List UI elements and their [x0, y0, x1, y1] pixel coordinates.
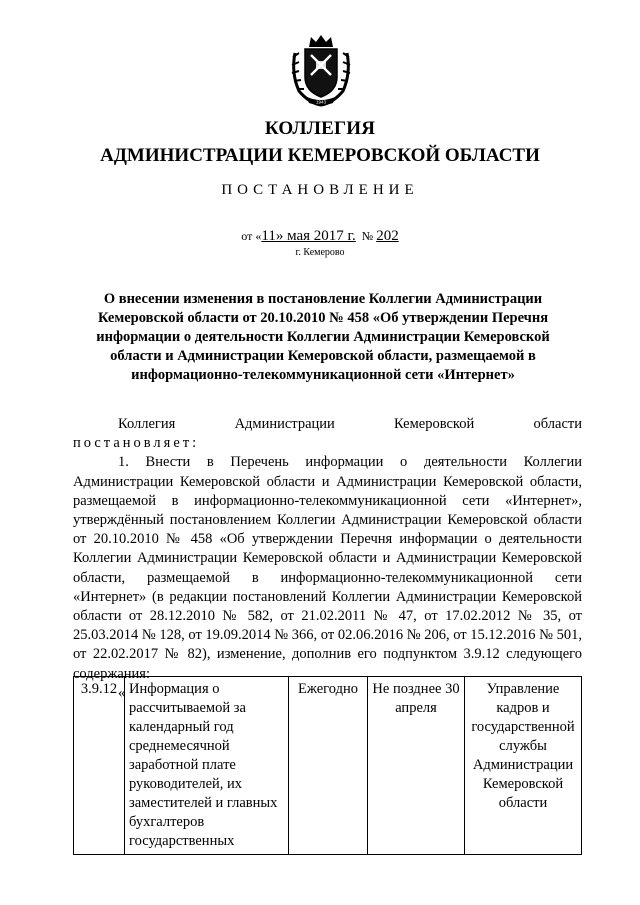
resolves-text: постановляет:	[73, 435, 200, 452]
cell-number: 3.9.12	[74, 677, 125, 855]
document-title	[88, 290, 558, 385]
date-day: 11	[261, 228, 276, 244]
title-line: О внесении изменения в постановление Коллегии Администрации	[103, 291, 543, 307]
intro-word: Кемеровской	[394, 416, 475, 432]
intro-word: Администрации	[234, 416, 335, 432]
paragraph-1: 1. Внести в Перечень информации о деятельности Коллегии Администрации Кемеровской области и Администрации Кемеровской области, размещаемой в информационно-телекоммуникационной сети «Интернет», утверждённый постановлением Коллегии Администрации Кемеровской области от 20.10.2010 № 458 «Об утверждении Перечня информации о деятельности Коллегии Администрации Кемеровской области и Администрации Кемеровской области, размещаемой в информационно-телекоммуникационной сети «Интернет» (в редакции постановлений Коллегии Администрации Кемеровской области от 28.12.2010 № 582, от 21.02.2011 № 47, от 17.02.2012 № 35, от 25.03.2014 № 128, от 19.09.2014 № 366, от 02.06.2016 № 206, от 15.12.2016 № 501, от 22.02.2017 № 82), изменение, дополнив его подпунктом 3.9.12 следующего содержания:	[73, 454, 582, 682]
date-month-year: » мая 2017 г.	[275, 228, 356, 244]
svg-text:1943: 1943	[315, 99, 327, 105]
intro-word: Коллегия	[118, 416, 176, 432]
cell-responsible: Управление кадров и государственной службы Администрации Кемеровской области	[465, 677, 582, 855]
intro-line	[73, 415, 582, 434]
intro-word: области	[533, 416, 582, 432]
open-quote: «	[118, 684, 126, 701]
coat-of-arms-icon	[289, 33, 353, 109]
org-title-line2: АДМИНИСТРАЦИИ КЕМЕРОВСКОЙ ОБЛАСТИ	[100, 145, 540, 166]
title-line: информационно-телекоммуникационной сети «Интернет»	[131, 367, 515, 383]
document-body	[73, 415, 582, 703]
title-line: Кемеровской области от 20.10.2010 № 458 «Об утверждении Перечня	[97, 310, 549, 326]
document-number: 202	[376, 228, 399, 244]
title-line: области и Администрации Кемеровской области, размещаемой в	[110, 348, 536, 364]
number-label: №	[361, 229, 374, 243]
cell-deadline: Не позднее 30 апреля	[368, 677, 465, 855]
title-line: информации о деятельности Коллегии Администрации Кемеровской	[96, 329, 550, 345]
date-prefix: от «	[241, 229, 262, 243]
org-title-line1: КОЛЛЕГИЯ	[264, 118, 376, 139]
amendment-table	[73, 676, 582, 855]
document-city: г. Кемерово	[295, 247, 345, 258]
cell-information: Информация о рассчитываемой за календарный год среднемесячной заработной плате руководителей, их заместителей и главных бухгалтеров государственных	[125, 677, 289, 855]
table-row	[74, 677, 582, 855]
document-type: ПОСТАНОВЛЕНИЕ	[221, 182, 419, 198]
cell-frequency: Ежегодно	[289, 677, 368, 855]
document-date	[0, 228, 640, 245]
